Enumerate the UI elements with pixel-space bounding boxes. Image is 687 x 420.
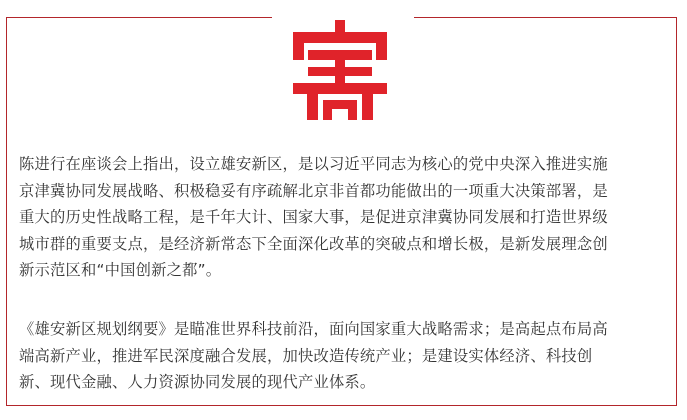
paragraph-line: 《雄安新区规划纲要》是瞄准世界科技前沿，面向国家重大战略需求；是高起点布局高	[19, 320, 608, 338]
paragraph-line: 新、现代金融、人力资源协同发展的现代产业体系。	[19, 373, 376, 391]
article-paragraph-1	[19, 151, 673, 284]
red-seal-emblem-icon	[289, 20, 391, 120]
paragraph-line: 陈进行在座谈会上指出，设立雄安新区，是以习近平同志为核心的党中央深入推进实施	[19, 155, 608, 173]
paragraph-line: 重大的历史性战略工程，是千年大计、国家大事，是促进京津冀协同发展和打造世界级	[19, 208, 608, 226]
paragraph-line: 新示范区和“中国创新之都”。	[19, 261, 222, 279]
paragraph-line: 端高新产业，推进军民深度融合发展，加快改造传统产业；是建设实体经济、科技创	[19, 346, 593, 365]
frame-top-line-right	[414, 17, 677, 18]
paragraph-line: 城市群的重要支点，是经济新常态下全面深化改革的突破点和增长极，是新发展理念创	[19, 234, 608, 253]
article-paragraph-2	[19, 316, 673, 396]
paragraph-line: 京津冀协同发展战略、积极稳妥有序疏解北京非首都功能做出的一项重大决策部署，是	[19, 181, 608, 200]
frame-top-line-left	[6, 17, 272, 18]
